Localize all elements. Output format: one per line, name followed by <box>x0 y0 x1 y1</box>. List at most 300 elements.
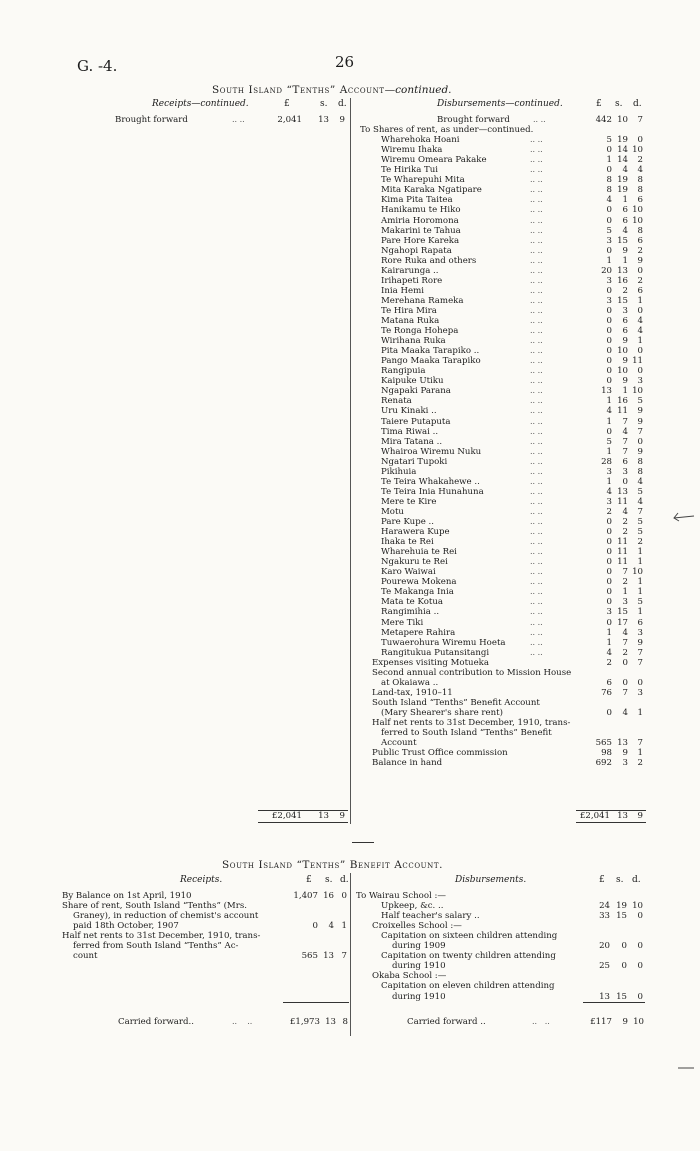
share-row-pence: 0 <box>637 366 643 377</box>
disb-line: Land-tax, 1910–11 <box>372 687 453 698</box>
share-row-pounds: 0 <box>606 336 612 347</box>
benefit-receipt-pounds: 0 <box>312 921 318 932</box>
s1-r-shillings-col: s. <box>320 99 328 109</box>
leader-dots: .. .. <box>530 587 543 597</box>
s1-receipts-total-rule-bottom <box>258 822 348 823</box>
leader-dots: .. .. <box>530 215 543 225</box>
share-row-pounds: 1 <box>606 155 612 166</box>
s1-receipts-heading: Receipts—continued. <box>152 99 249 109</box>
leader-dots: .. .. <box>530 396 543 406</box>
share-row-shillings: 4 <box>622 225 628 236</box>
share-row-pounds: 0 <box>606 617 612 628</box>
leader-dots: .. .. <box>530 175 543 185</box>
share-row-pence: 5 <box>637 597 643 608</box>
share-row-shillings: 7 <box>622 567 628 578</box>
leader-dots: .. .. <box>530 376 543 386</box>
disb-row-pence: 3 <box>637 687 643 698</box>
share-row-shillings: 2 <box>622 577 628 588</box>
share-row-pence: 10 <box>632 215 643 226</box>
share-row-shillings: 9 <box>622 376 628 387</box>
share-row-pounds: 28 <box>601 456 612 467</box>
disb-row-shillings: 0 <box>622 657 628 668</box>
leader-dots: .. .. <box>530 637 543 647</box>
share-row-name: Wirihana Ruka <box>381 336 446 347</box>
benefit-disb-line: Capitation on twenty children attending <box>381 951 556 962</box>
share-row-shillings: 1 <box>622 587 628 598</box>
document-code: G. -4. <box>77 57 118 75</box>
benefit-disb-line: Croixelles School :— <box>372 921 462 932</box>
share-row-pounds: 5 <box>606 436 612 447</box>
share-row-pounds: 3 <box>606 235 612 246</box>
share-row-shillings: 19 <box>617 135 628 146</box>
s1-d-shillings-col: s. <box>615 99 623 109</box>
share-row-pence: 2 <box>637 275 643 286</box>
share-row-name: Merehana Rameka <box>381 295 464 306</box>
benefit-receipt-pence: 7 <box>341 951 347 962</box>
leader-dots: .. .. <box>530 506 543 516</box>
benefit-receipt-pence: 0 <box>341 891 347 901</box>
share-row-pence: 0 <box>637 305 643 316</box>
leader-dots: .. .. <box>530 547 543 557</box>
share-row-shillings: 11 <box>617 406 628 417</box>
share-row-pence: 7 <box>637 647 643 658</box>
share-row-pounds: 0 <box>606 517 612 527</box>
share-row-shillings: 3 <box>622 597 628 608</box>
share-row-name: Inia Hemi <box>381 285 425 296</box>
s2-disb-carried-shillings: 9 <box>622 1017 628 1027</box>
share-row-pence: 1 <box>637 587 643 598</box>
share-row-pence: 1 <box>637 557 643 568</box>
s2-receipts-carried-pounds: £1,973 <box>289 1017 320 1027</box>
disb-row-shillings: 0 <box>622 677 628 688</box>
share-row-shillings: 3 <box>622 305 628 316</box>
share-row-pounds: 0 <box>606 285 612 296</box>
disb-row-pounds: 98 <box>601 748 612 759</box>
share-row-pounds: 0 <box>606 326 612 337</box>
share-row-name: Mere Tiki <box>381 617 424 628</box>
share-row-shillings: 16 <box>617 396 628 407</box>
benefit-disb-pounds: 33 <box>599 911 610 922</box>
share-row-pounds: 0 <box>606 426 612 437</box>
share-row-pence: 0 <box>637 436 643 447</box>
share-row-name: Kima Pita Taitea <box>381 195 453 206</box>
share-row-shillings: 6 <box>622 456 628 467</box>
share-row-pence: 1 <box>637 607 643 618</box>
share-row-pence: 1 <box>637 336 643 347</box>
share-row-name: Te Hirika Tui <box>381 165 439 176</box>
share-row-pounds: 4 <box>606 195 612 206</box>
s2-receipts-carried-rule <box>283 1002 349 1003</box>
leader-dots: .. .. <box>530 436 543 446</box>
disb-row-shillings: 13 <box>617 738 628 749</box>
benefit-disb-pence: 0 <box>637 941 643 952</box>
disb-line: Expenses visiting Motueka <box>372 657 489 668</box>
leader-dots: .. .. <box>530 386 543 396</box>
share-row-pence: 10 <box>632 567 643 578</box>
share-row-name: Mira Tatana .. <box>381 436 443 447</box>
share-row-pence: 9 <box>637 416 643 427</box>
benefit-receipt-pounds: 565 <box>301 951 318 962</box>
share-row-name: Ngakuru te Rei <box>381 557 448 568</box>
share-row-pounds: 0 <box>606 527 612 538</box>
share-row-pounds: 0 <box>606 205 612 216</box>
benefit-receipt-pence: 1 <box>341 921 347 932</box>
share-row-pounds: 0 <box>606 366 612 377</box>
share-row-pounds: 1 <box>606 627 612 638</box>
leader-dots: .. .. <box>530 527 543 537</box>
s2-receipts-heading: Receipts. <box>180 875 223 885</box>
share-row-pence: 8 <box>637 456 643 467</box>
s2-column-divider <box>350 873 351 1036</box>
share-row-shillings: 16 <box>617 275 628 286</box>
share-row-shillings: 6 <box>622 215 628 226</box>
share-row-name: Makarini te Tahua <box>381 225 461 236</box>
leader-dots: .. .. <box>530 185 543 195</box>
share-row-pounds: 3 <box>606 496 612 507</box>
share-row-shillings: 4 <box>622 627 628 638</box>
share-row-name: Matana Ruka <box>381 316 440 326</box>
s2-disb-carried-leaders: .. .. <box>532 1017 550 1026</box>
share-row-shillings: 15 <box>617 607 628 618</box>
share-row-name: Mita Karaka Ngatipare <box>381 185 482 196</box>
share-row-pence: 11 <box>632 356 643 367</box>
page-number: 26 <box>335 53 355 71</box>
s2-receipts-carried-leaders: .. .. <box>232 1017 253 1026</box>
share-row-pounds: 0 <box>606 537 612 548</box>
share-row-pounds: 3 <box>606 275 612 286</box>
share-row-name: Rangimihia .. <box>381 607 440 618</box>
disb-row-shillings: 3 <box>622 758 628 769</box>
share-row-name: Wiremu Ihaka <box>381 145 443 156</box>
share-row-pounds: 3 <box>606 466 612 477</box>
leader-dots: .. .. <box>530 617 543 627</box>
share-row-pounds: 0 <box>606 245 612 256</box>
benefit-disb-line: Capitation on sixteen children attending <box>381 931 558 942</box>
leader-dots: .. .. <box>530 476 543 486</box>
share-row-shillings: 2 <box>622 527 628 538</box>
disb-row-pounds: 0 <box>606 707 612 718</box>
disb-line: Second annual contribution to Mission House <box>372 667 572 678</box>
share-row-pence: 4 <box>637 316 643 326</box>
share-row-name: Uru Kinaki .. <box>381 406 437 417</box>
share-row-pence: 5 <box>637 517 643 527</box>
share-row-shillings: 15 <box>617 235 628 246</box>
share-row-pounds: 20 <box>601 265 612 276</box>
benefit-receipt-line: Share of rent, South Island “Tenths” (Mrs. <box>62 901 247 912</box>
share-row-pence: 2 <box>637 537 643 548</box>
leader-dots: .. .. <box>530 265 543 275</box>
leader-dots: .. .. <box>530 426 543 436</box>
disb-row-pence: 7 <box>637 738 643 749</box>
share-row-shillings: 3 <box>622 466 628 477</box>
disb-row-pounds: 2 <box>606 657 612 668</box>
receipt-label: Brought forward <box>115 115 188 125</box>
disb-brought-forward-label: Brought forward <box>437 115 510 125</box>
share-row-shillings: 4 <box>622 506 628 517</box>
share-row-pounds: 0 <box>606 145 612 156</box>
benefit-receipt-shillings: 13 <box>323 951 334 962</box>
share-row-name: Pare Kupe .. <box>381 517 434 527</box>
leader-dots: .. .. <box>530 155 543 165</box>
leader-dots: .. .. <box>530 346 543 356</box>
share-row-pounds: 0 <box>606 165 612 176</box>
benefit-receipt-line: ferred from South Island “Tenths” Ac- <box>73 941 239 952</box>
disb-line: (Mary Shearer's share rent) <box>381 707 503 718</box>
s1-disb-total-pence: 9 <box>637 811 643 821</box>
share-row-pence: 0 <box>637 135 643 146</box>
share-row-shillings: 14 <box>617 145 628 156</box>
leader-dots: .. .. <box>530 466 543 476</box>
share-row-name: Harawera Kupe <box>381 527 450 538</box>
share-row-pence: 0 <box>637 346 643 357</box>
leader-dots: .. .. <box>530 597 543 607</box>
share-row-pence: 2 <box>637 245 643 256</box>
share-row-pence: 7 <box>637 426 643 437</box>
leader-dots: .. .. <box>530 486 543 496</box>
share-row-shillings: 9 <box>622 336 628 347</box>
benefit-receipt-shillings: 4 <box>328 921 334 932</box>
leader-dots: .. .. <box>530 517 543 526</box>
share-row-name: Kaipuke Utiku <box>381 376 444 387</box>
leader-dots: .. .. <box>232 115 245 124</box>
share-row-pounds: 0 <box>606 376 612 387</box>
disb-row-pounds: 692 <box>595 758 612 769</box>
disb-line: South Island “Tenths” Benefit Account <box>372 697 540 708</box>
disb-line: Half net rents to 31st December, 1910, trans- <box>372 718 571 728</box>
s1-r-pence-col: d. <box>338 99 347 109</box>
share-row-pence: 3 <box>637 627 643 638</box>
share-row-name: Mata te Kotua <box>381 597 443 608</box>
share-row-pounds: 1 <box>606 396 612 407</box>
share-row-pence: 7 <box>637 506 643 517</box>
leader-dots: .. .. <box>533 115 546 124</box>
share-row-shillings: 9 <box>622 356 628 367</box>
share-row-shillings: 13 <box>617 265 628 276</box>
disb-line: at Okaiawa .. <box>381 677 439 688</box>
leader-dots: .. .. <box>530 607 543 617</box>
share-row-name: Pare Hore Kareka <box>381 235 460 246</box>
share-row-shillings: 2 <box>622 647 628 658</box>
s2-disb-carried-rule <box>583 1002 645 1003</box>
share-row-name: Ngapaki Parana <box>381 386 451 397</box>
share-row-shillings: 13 <box>617 486 628 497</box>
share-row-pence: 6 <box>637 285 643 296</box>
disb-line: Public Trust Office commission <box>372 748 508 759</box>
section1-title-suffix: —continued. <box>384 84 452 96</box>
share-row-pounds: 0 <box>606 316 612 326</box>
s1-receipts-total-pence: 9 <box>339 811 345 821</box>
share-row-shillings: 1 <box>622 255 628 266</box>
leader-dots: .. .. <box>530 446 543 456</box>
benefit-receipt-line: Graney), in reduction of chemist's account <box>73 911 259 922</box>
receipt-pence: 9 <box>339 115 345 125</box>
share-row-pence: 10 <box>632 145 643 156</box>
benefit-disb-shillings: 19 <box>616 901 627 912</box>
benefit-disb-line: Okaba School :— <box>372 971 447 982</box>
share-row-shillings: 11 <box>617 547 628 558</box>
leader-dots: .. .. <box>530 145 543 155</box>
receipt-pounds: 2,041 <box>277 115 302 125</box>
share-row-pence: 10 <box>632 205 643 216</box>
share-row-shillings: 0 <box>622 476 628 487</box>
benefit-receipt-line: paid 18th October, 1907 <box>73 921 179 932</box>
share-row-pounds: 3 <box>606 295 612 306</box>
share-row-pence: 0 <box>637 265 643 276</box>
disb-row-shillings: 4 <box>622 707 628 718</box>
share-row-name: Te Wharepuhi Mita <box>381 175 465 186</box>
share-row-pence: 6 <box>637 617 643 628</box>
share-row-name: Tuwaerohura Wiremu Hoeta <box>381 637 506 648</box>
share-row-pence: 3 <box>637 376 643 387</box>
benefit-disb-pence: 0 <box>637 961 643 972</box>
s1-receipts-total-pounds: £2,041 <box>271 811 302 821</box>
disb-line: Account <box>381 738 417 749</box>
leader-dots: .. .. <box>530 647 543 657</box>
leader-dots: .. .. <box>530 496 543 506</box>
share-row-shillings: 4 <box>622 165 628 176</box>
share-row-pounds: 0 <box>606 567 612 578</box>
share-row-name: Wharehoka Hoani <box>381 135 460 146</box>
s2-receipts-carried-label: Carried forward.. <box>118 1017 194 1027</box>
disb-row-shillings: 9 <box>622 748 628 759</box>
share-row-name: Pango Maaka Tarapiko <box>381 356 481 367</box>
s2-disb-carried-label: Carried forward .. <box>407 1017 486 1027</box>
disb-brought-forward-pence: 7 <box>637 115 643 125</box>
share-row-name: Ngahopi Rapata <box>381 245 452 256</box>
share-row-pence: 5 <box>637 486 643 497</box>
share-row-pence: 9 <box>637 255 643 266</box>
share-row-name: Te Hira Mira <box>381 305 437 316</box>
leader-dots: .. .. <box>530 316 543 325</box>
s1-column-divider <box>350 98 351 824</box>
benefit-receipt-shillings: 16 <box>323 891 334 901</box>
benefit-receipt-line: count <box>73 951 98 962</box>
disb-row-pounds: 6 <box>606 677 612 688</box>
benefit-disb-line: Half teacher's salary .. <box>381 911 480 922</box>
share-row-pounds: 1 <box>606 255 612 266</box>
share-row-shillings: 7 <box>622 436 628 447</box>
benefit-disb-pounds: 13 <box>599 991 610 1002</box>
share-row-shillings: 6 <box>622 326 628 337</box>
share-row-pounds: 1 <box>606 476 612 487</box>
share-row-name: Amiria Horomona <box>381 215 459 226</box>
benefit-disb-pounds: 24 <box>599 901 610 912</box>
share-row-shillings: 11 <box>617 557 628 568</box>
share-row-name: Te Ronga Hohepa <box>381 326 459 337</box>
s2-r-shillings-col: s. <box>325 875 333 885</box>
benefit-disb-shillings: 15 <box>616 911 627 922</box>
share-row-name: Tima Riwai .. <box>381 426 439 437</box>
shares-heading: To Shares of rent, as under—continued. <box>360 125 534 136</box>
share-row-pounds: 8 <box>606 175 612 186</box>
share-row-pounds: 3 <box>606 607 612 618</box>
share-row-pounds: 4 <box>606 486 612 497</box>
leader-dots: .. .. <box>530 456 543 466</box>
benefit-disb-pence: 0 <box>637 911 643 922</box>
share-row-pence: 6 <box>637 195 643 206</box>
share-row-name: Ihaka te Rei <box>381 537 434 548</box>
share-row-pence: 5 <box>637 527 643 538</box>
benefit-receipt-line: Half net rents to 31st December, 1910, trans- <box>62 931 261 942</box>
benefit-disb-line: Upkeep, &c. .. <box>381 901 444 912</box>
share-row-pence: 8 <box>637 466 643 477</box>
benefit-disb-line: To Wairau School :— <box>356 891 446 901</box>
share-row-pounds: 2 <box>606 506 612 517</box>
benefit-disb-pounds: 20 <box>599 941 610 952</box>
disb-brought-forward-pounds: 442 <box>595 115 612 125</box>
share-row-pence: 1 <box>637 547 643 558</box>
share-row-pence: 4 <box>637 476 643 487</box>
share-row-shillings: 1 <box>622 195 628 206</box>
share-row-name: Renata <box>381 396 412 407</box>
leader-dots: .. .. <box>530 326 543 336</box>
leader-dots: .. .. <box>530 356 543 366</box>
share-row-name: Ngatari Tupoki <box>381 456 448 467</box>
share-row-name: Te Makanga Inia <box>381 587 454 598</box>
s2-r-pounds-col: £ <box>306 875 312 885</box>
s1-d-pounds-col: £ <box>596 99 602 109</box>
share-row-pounds: 8 <box>606 185 612 196</box>
share-row-name: Kairarunga .. <box>381 265 439 276</box>
share-row-pounds: 1 <box>606 637 612 648</box>
share-row-pounds: 0 <box>606 356 612 367</box>
s1-disb-total-rule-bottom <box>576 822 646 823</box>
share-row-shillings: 2 <box>622 285 628 296</box>
benefit-disb-line: during 1910 <box>392 961 446 972</box>
leader-dots: .. .. <box>530 255 543 265</box>
share-row-pence: 10 <box>632 386 643 397</box>
leader-dots: .. .. <box>530 275 543 285</box>
leader-dots: .. .. <box>530 295 543 305</box>
share-row-pence: 4 <box>637 326 643 337</box>
leader-dots: .. .. <box>530 245 543 255</box>
leader-dots: .. .. <box>530 567 543 577</box>
leader-dots: .. .. <box>530 537 543 547</box>
share-row-name: Whairoa Wiremu Nuku <box>381 446 482 457</box>
s2-disb-carried-pounds: £117 <box>590 1017 612 1027</box>
s2-d-pence-col: d. <box>632 875 641 885</box>
disb-row-pence: 1 <box>637 748 643 759</box>
benefit-disb-pounds: 25 <box>599 961 610 972</box>
margin-mark-icon-2 <box>676 1064 696 1072</box>
share-row-pounds: 1 <box>606 416 612 427</box>
s1-disb-total-shillings: 13 <box>617 811 628 821</box>
s2-disb-carried-pence: 10 <box>633 1017 644 1027</box>
share-row-name: Te Teira Inia Hunahuna <box>381 486 484 497</box>
share-row-shillings: 9 <box>622 245 628 256</box>
share-row-pounds: 0 <box>606 557 612 568</box>
share-row-name: Irihapeti Rore <box>381 275 443 286</box>
share-row-shillings: 19 <box>617 185 628 196</box>
leader-dots: .. .. <box>530 577 543 587</box>
share-row-name: Rangipuia <box>381 366 426 377</box>
s2-disbursements-heading: Disbursements. <box>455 875 527 885</box>
share-row-name: Wharehuia te Rei <box>381 547 457 558</box>
leader-dots: .. .. <box>530 235 543 245</box>
leader-dots: .. .. <box>530 195 543 205</box>
share-row-pounds: 4 <box>606 647 612 658</box>
share-row-pounds: 5 <box>606 135 612 146</box>
share-row-shillings: 7 <box>622 416 628 427</box>
disb-row-pence: 2 <box>637 758 643 769</box>
s1-disb-total-pounds: £2,041 <box>579 811 610 821</box>
disb-brought-forward-shillings: 10 <box>617 115 628 125</box>
share-row-name: Karo Waiwai <box>381 567 436 578</box>
s1-d-pence-col: d. <box>633 99 642 109</box>
share-row-name: Mere te Kire <box>381 496 437 507</box>
benefit-disb-line: during 1910 <box>392 991 446 1002</box>
disb-row-pence: 1 <box>637 707 643 718</box>
